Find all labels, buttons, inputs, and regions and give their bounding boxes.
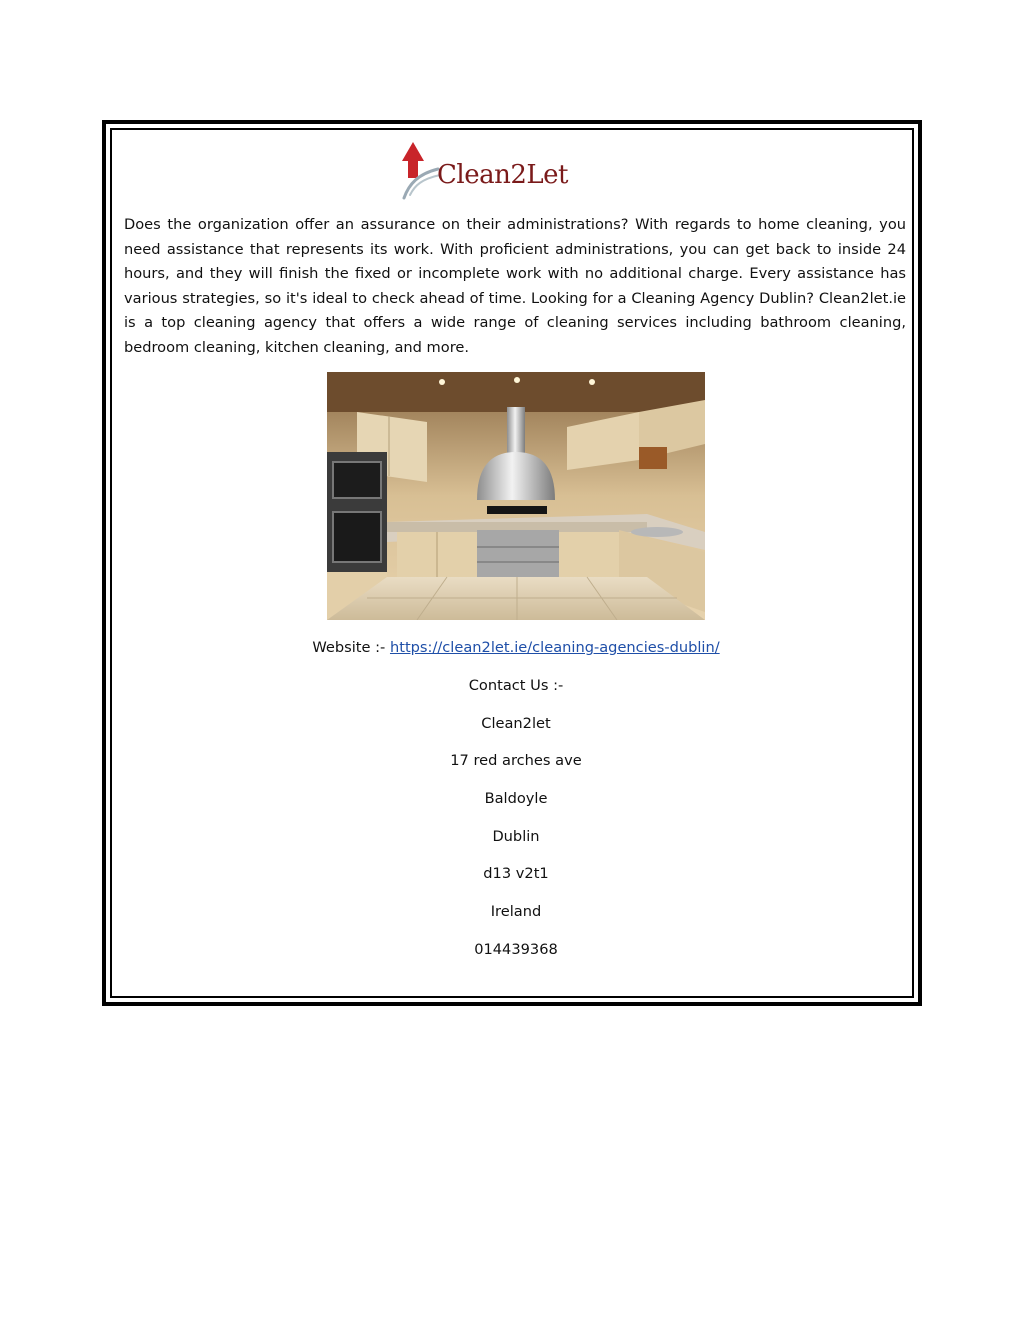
kitchen-photo xyxy=(327,372,705,620)
contact-locality: Baldoyle xyxy=(484,790,548,807)
logo-wordmark: Clean2Let xyxy=(437,160,568,190)
contact-company: Clean2let xyxy=(481,715,551,732)
document-frame-outer xyxy=(102,120,922,1006)
website-label: Website :- xyxy=(312,639,390,656)
clean2let-logo xyxy=(400,140,580,202)
website-line xyxy=(112,638,920,658)
contact-street: 17 red arches ave xyxy=(450,752,582,769)
document-frame-inner xyxy=(110,128,914,998)
intro-paragraph: Does the organization offer an assurance on their administrations? With regards to home cleaning, you need assistance that represents its work. With proficient administrations, you can get back to inside 24 hours, and they will finish the fixed or incomplete work with no additional charge. Every assistance has various strategies, so it's ideal to check ahead of time. Looking for a Cleaning Agency Dublin? Clean2let.ie is a top cleaning agency that offers a wide range of cleaning services including bathroom cleaning, bedroom cleaning, kitchen cleaning, and more. xyxy=(124,216,906,356)
contact-country: Ireland xyxy=(490,903,542,920)
contact-phone: 014439368 xyxy=(474,941,558,958)
website-link[interactable]: https://clean2let.ie/cleaning-agencies-dublin/ xyxy=(389,639,720,656)
contact-postcode: d13 v2t1 xyxy=(483,865,549,882)
contact-city: Dublin xyxy=(492,828,540,845)
contact-heading: Contact Us :- xyxy=(468,677,564,694)
